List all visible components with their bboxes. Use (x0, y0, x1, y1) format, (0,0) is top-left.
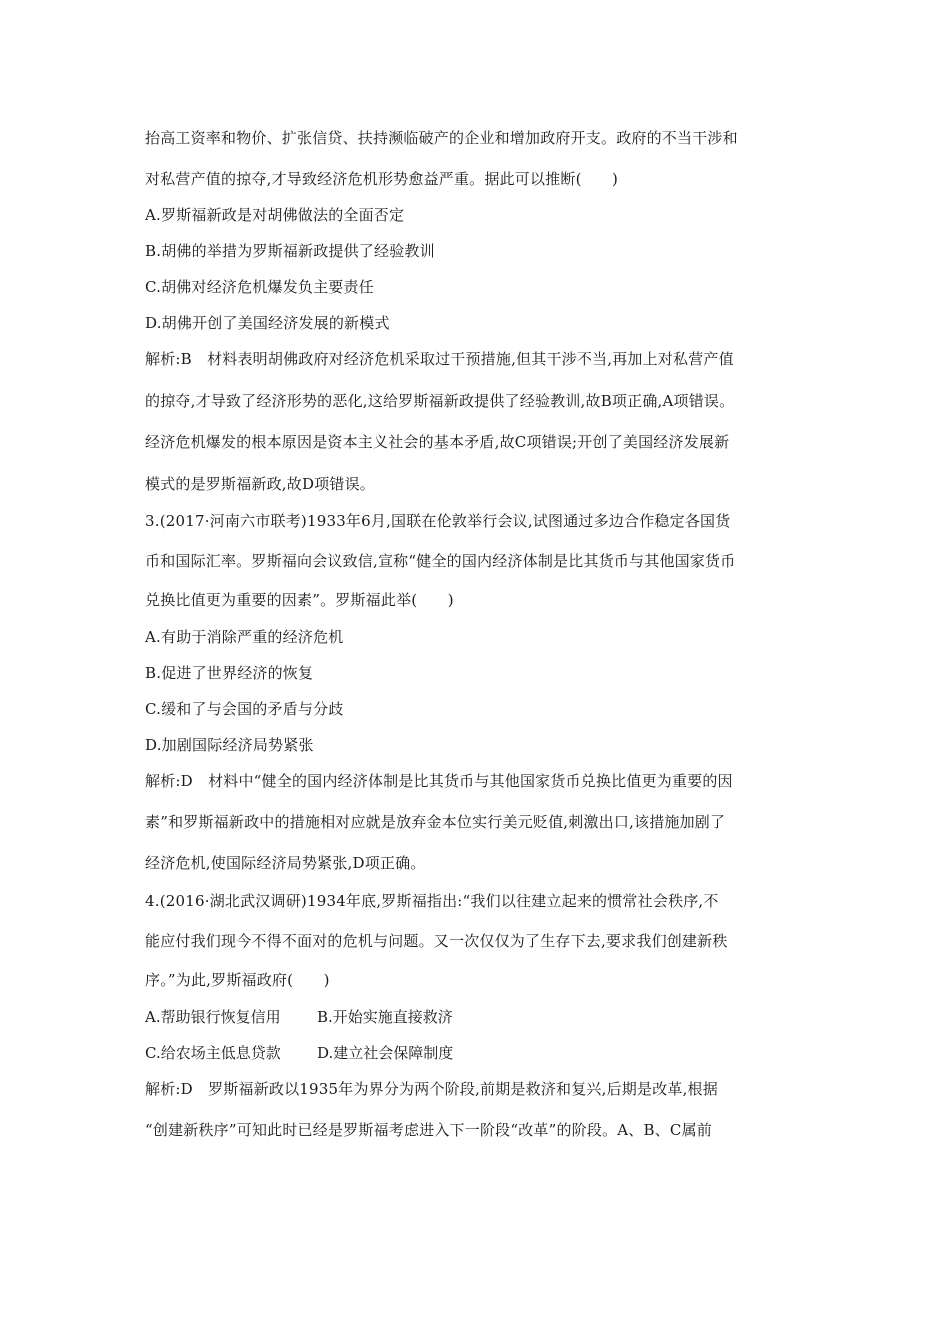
option-line: B.促进了世界经济的恢复 (145, 664, 314, 682)
question-line: 币和国际汇率。罗斯福向会议致信,宣称“健全的国内经济体制是比其货币与其他国家货币 (145, 552, 736, 570)
question-line: 兑换比值更为重要的因素”。罗斯福此举( ) (145, 591, 454, 609)
option-b: B.开始实施直接救济 (317, 1008, 453, 1026)
analysis-line: 解析:D 罗斯福新政以1935年为界分为两个阶段,前期是救济和复兴,后期是改革,根据 (145, 1080, 718, 1098)
analysis-line: 经济危机,使国际经济局势紧张,D项正确。 (145, 854, 426, 872)
analysis-line: 的掠夺,才导致了经济形势的恶化,这给罗斯福新政提供了经验教训,故B项正确,A项错误。 (145, 392, 735, 410)
question-line: 能应付我们现今不得不面对的危机与问题。又一次仅仅为了生存下去,要求我们创建新秩 (145, 932, 728, 950)
question-line: 4.(2016·湖北武汉调研)1934年底,罗斯福指出:“我们以往建立起来的惯常社会秩序,不 (145, 892, 719, 910)
option-d: D.建立社会保障制度 (317, 1044, 454, 1062)
option-line: A.有助于消除严重的经济危机 (145, 628, 344, 646)
question-line: 3.(2017·河南六市联考)1933年6月,国联在伦敦举行会议,试图通过多边合作稳定各国货 (145, 512, 731, 530)
analysis-line: 解析:B 材料表明胡佛政府对经济危机采取过干预措施,但其干涉不当,再加上对私营产值 (145, 350, 734, 368)
option-c: C.给农场主低息贷款 (145, 1044, 281, 1062)
option-line: C.缓和了与会国的矛盾与分歧 (145, 700, 344, 718)
text-line: 对私营产值的掠夺,才导致经济危机形势愈益严重。据此可以推断( ) (145, 170, 619, 188)
option-line: A.罗斯福新政是对胡佛做法的全面否定 (145, 206, 405, 224)
option-a: A.帮助银行恢复信用 (145, 1008, 281, 1026)
option-line: C.胡佛对经济危机爆发负主要责任 (145, 278, 374, 296)
option-line: D.胡佛开创了美国经济发展的新模式 (145, 314, 390, 332)
text-line: 抬高工资率和物价、扩张信贷、扶持濒临破产的企业和增加政府开支。政府的不当干涉和 (145, 129, 738, 147)
analysis-line: 解析:D 材料中“健全的国内经济体制是比其货币与其他国家货币兑换比值更为重要的因 (145, 772, 733, 790)
option-line: D.加剧国际经济局势紧张 (145, 736, 314, 754)
option-line: B.胡佛的举措为罗斯福新政提供了经验教训 (145, 242, 435, 260)
question-line: 序。”为此,罗斯福政府( ) (145, 971, 330, 989)
analysis-line: 经济危机爆发的根本原因是资本主义社会的基本矛盾,故C项错误;开创了美国经济发展新 (145, 433, 730, 451)
analysis-line: “创建新秩序”可知此时已经是罗斯福考虑进入下一阶段“改革”的阶段。A、B、C属前 (145, 1121, 713, 1139)
analysis-line: 模式的是罗斯福新政,故D项错误。 (145, 475, 375, 493)
analysis-line: 素”和罗斯福新政中的措施相对应就是放弃金本位实行美元贬值,刺激出口,该措施加剧了 (145, 813, 726, 831)
